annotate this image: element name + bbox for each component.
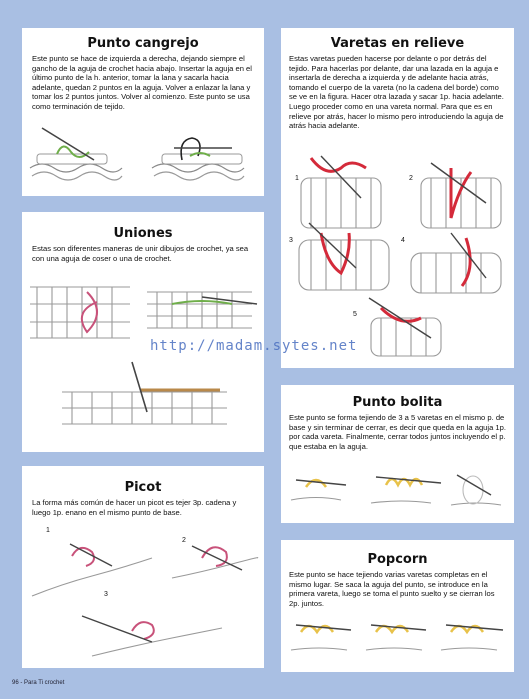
bolita-fig-2 [371, 477, 441, 503]
illustration-uniones [22, 212, 264, 452]
text-varetas-en-relieve: Estas varetas pueden hacerse por delante o por detrás del tejido. Para hacerlas por delante, dar una lazada en la aguja e insertarla de derecha a izquierda y de adelante hacia atrás, tomando el cuerpo de la vareta (no la cadena del borde) como se ve en la figura. Hacer otra lazada y sacar 1p. hacia adelante. Luego proceder como en una vareta normal. Para que es en relieve por atrás, hacer lo mismo pero introduciendo la aguja de atrás hacia adelante. [289, 54, 504, 131]
illustration-bolita [281, 385, 514, 523]
cangrejo-fig-2 [152, 138, 244, 180]
varetas-fig-4 [411, 233, 501, 293]
cangrejo-fig-1 [30, 128, 122, 180]
text-punto-cangrejo: Este punto se hace de izquierda a derecha, dejando siempre el gancho de la aguja de crochet hacia abajo. Insertar la aguja en el último punto de la h. anterior, tomar la lana y sacarla hacia adelante, quedan 2 puntos en la aguja. Volver a enlazar la lana y tomar los 2 puntos juntos. Volver al comienzo. Este punto se usa como terminación de tejido. [32, 54, 252, 111]
varetas-fig-3 [299, 223, 389, 290]
bolita-fig-1 [291, 480, 346, 500]
bolita-fig-3 [451, 475, 501, 505]
picot-step-2: 2 [182, 537, 186, 544]
panel-punto-cangrejo [22, 28, 264, 196]
watermark: http://madam.sytes.net [150, 338, 358, 354]
picot-fig-1 [32, 544, 152, 596]
picot-step-1: 1 [46, 527, 50, 534]
panel-varetas-en-relieve [281, 28, 514, 368]
popcorn-fig-1 [291, 625, 351, 650]
illustration-popcorn [281, 540, 514, 672]
picot-step-3: 3 [104, 591, 108, 598]
varetas-step-4: 4 [401, 237, 405, 244]
popcorn-fig-2 [366, 625, 426, 650]
popcorn-fig-3 [441, 625, 503, 650]
title-varetas-en-relieve: Varetas en relieve [330, 36, 465, 51]
varetas-step-1: 1 [295, 175, 299, 182]
panel-uniones [22, 212, 264, 452]
varetas-step-5: 5 [353, 311, 357, 318]
title-uniones: Uniones [113, 226, 173, 241]
text-popcorn: Este punto se hace tejiendo varias varetas completas en el mismo lugar. Se saca la aguja del punto, se introduce en la primera vareta, luego se toma el punto suelto y se cierran los 2p. juntos. [289, 570, 495, 608]
varetas-fig-5 [369, 298, 441, 356]
uniones-fig-1 [30, 287, 130, 338]
varetas-step-2: 2 [409, 175, 413, 182]
page-footer: 96 - Para Ti crochet [12, 680, 65, 686]
illustration-picot [22, 466, 264, 668]
varetas-fig-1 [301, 156, 381, 228]
panel-punto-bolita [281, 385, 514, 523]
title-picot: Picot [124, 480, 162, 495]
illustration-cangrejo [22, 28, 264, 196]
title-punto-cangrejo: Punto cangrejo [87, 36, 199, 51]
uniones-fig-3 [62, 362, 227, 424]
picot-fig-2 [172, 546, 258, 578]
varetas-fig-2 [421, 163, 501, 228]
text-punto-bolita: Este punto se forma tejiendo de 3 a 5 varetas en el mismo p. de base y sin terminar de cerrar, es decir que queda en la aguja 1p. por cada vareta. Finalmente, cerrar todos juntos incluyendo el p. que estaba en la aguja. [289, 413, 506, 451]
title-punto-bolita: Punto bolita [352, 395, 443, 410]
title-popcorn: Popcorn [367, 552, 428, 567]
text-uniones: Estas son diferentes maneras de unir dibujos de crochet, ya sea con una aguja de coser o una de crochet. [32, 244, 249, 263]
picot-fig-3 [82, 616, 222, 656]
panel-popcorn [281, 540, 514, 672]
panel-picot [22, 466, 264, 668]
uniones-fig-2 [147, 292, 257, 328]
text-picot: La forma más común de hacer un picot es tejer 3p. cadena y luego 1p. enano en el mismo punto de base. [32, 498, 237, 517]
illustration-varetas [281, 28, 514, 368]
varetas-step-3: 3 [289, 237, 293, 244]
